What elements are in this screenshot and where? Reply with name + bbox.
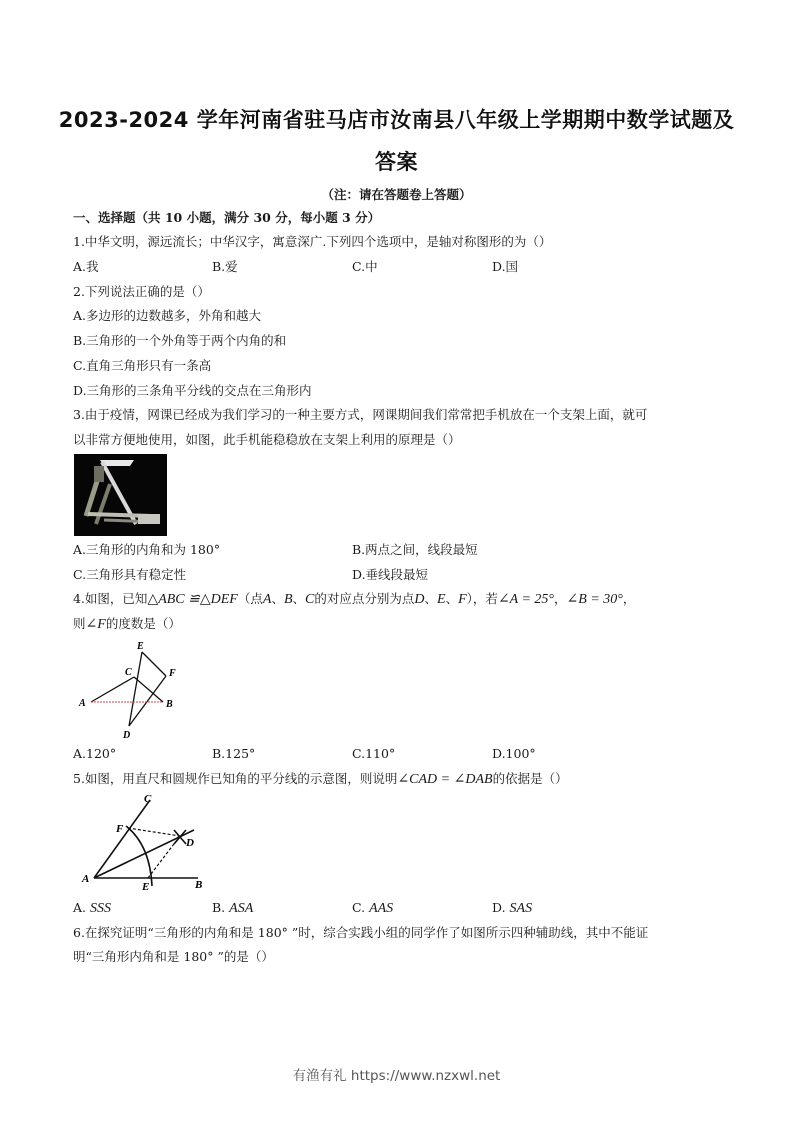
label-b: B bbox=[195, 879, 203, 891]
q2-option-a: A.多边形的边数越多，外角和越大 bbox=[73, 308, 262, 323]
document-title-line2: 答案 bbox=[375, 150, 418, 174]
q3-option-c: C.三角形具有稳定性 bbox=[73, 567, 187, 582]
math-aas: AAS bbox=[369, 901, 394, 916]
document-title-line1: 2023-2024 学年河南省驻马店市汝南县八年级上学期期中数学试题及 bbox=[58, 108, 735, 132]
footer-watermark: 有渔有礼 https://www.nzxwl.net bbox=[292, 1068, 501, 1084]
q5-option-b bbox=[212, 900, 253, 917]
q4-option-c: C.110° bbox=[352, 746, 396, 761]
text: 4.如图，已知 bbox=[73, 591, 148, 606]
text: A. bbox=[73, 900, 87, 915]
answer-note: （注：请在答题卷上答题） bbox=[321, 187, 472, 202]
text: （点 bbox=[237, 591, 263, 606]
text: 、 bbox=[424, 591, 438, 606]
text: C. bbox=[352, 900, 366, 915]
q1-option-d: D.国 bbox=[492, 259, 519, 274]
section-heading: 一、选择题（共 10 小题，满分 30 分，每小题 3 分） bbox=[73, 210, 381, 225]
label-f: F bbox=[169, 668, 176, 679]
q4-option-a: A.120° bbox=[73, 746, 117, 761]
math-d: D bbox=[414, 592, 425, 607]
q5-option-a bbox=[73, 900, 111, 917]
q1-stem: 1.中华文明，源远流长；中华汉字，寓意深广.下列四个选项中，是轴对称图形的为（） bbox=[73, 234, 552, 249]
q5-option-d bbox=[492, 900, 532, 917]
q2-option-c: C.直角三角形只有一条高 bbox=[73, 358, 212, 373]
label-e: E bbox=[137, 641, 144, 652]
text: 、 bbox=[292, 591, 306, 606]
q1-option-a: A.我 bbox=[73, 259, 99, 274]
phone-stand-photo bbox=[74, 454, 167, 536]
math-angle-f: ∠F bbox=[85, 617, 106, 632]
q2-option-d: D.三角形的三条角平分线的交点在三角形内 bbox=[73, 383, 312, 398]
q4-stem-line1 bbox=[73, 591, 635, 608]
text: 、 bbox=[271, 591, 284, 606]
math-congruence: △ABC ≌△DEF bbox=[147, 592, 238, 607]
q2-option-b: B.三角形的一个外角等于两个内角的和 bbox=[73, 333, 287, 348]
q5-bisector-figure bbox=[78, 790, 218, 892]
q2-stem: 2.下列说法正确的是（） bbox=[73, 284, 210, 299]
label-d: D bbox=[123, 730, 131, 740]
label-f: F bbox=[116, 823, 124, 835]
math-a: A bbox=[262, 592, 272, 607]
label-c: C bbox=[144, 793, 152, 805]
label-e: E bbox=[142, 881, 150, 892]
q1-option-b: B.爱 bbox=[212, 259, 238, 274]
q3-stem-line1: 3.由于疫情，网课已经成为我们学习的一种主要方式，网课期间我们常常把手机放在一个支架上面，就可 bbox=[73, 407, 648, 422]
q3-option-b: B.两点之间，线段最短 bbox=[352, 542, 478, 557]
math-angle-a: ∠A = 25° bbox=[497, 592, 555, 607]
math-sas: SAS bbox=[509, 901, 533, 916]
q6-stem-line2: 明“三角形内角和是 180° ”的是（） bbox=[73, 949, 274, 964]
q4-option-d: D.100° bbox=[492, 746, 536, 761]
math-angle-b: ∠B = 30° bbox=[566, 592, 623, 607]
q3-stem-line2: 以非常方便地使用，如图，此手机能稳稳放在支架上利用的原理是（） bbox=[73, 432, 461, 447]
text: D. bbox=[492, 900, 506, 915]
label-c: C bbox=[125, 667, 132, 678]
math-e: E bbox=[437, 592, 446, 607]
label-a: A bbox=[82, 873, 90, 885]
math-c: C bbox=[305, 592, 315, 607]
text: 的对应点分别为点 bbox=[314, 591, 415, 606]
q1-option-c: C.中 bbox=[352, 259, 378, 274]
text: B. bbox=[212, 900, 226, 915]
text: 则 bbox=[73, 616, 86, 631]
math-f: F bbox=[458, 592, 467, 607]
text: ， bbox=[622, 591, 636, 606]
q5-option-c bbox=[352, 900, 393, 917]
q5-stem bbox=[73, 771, 568, 788]
label-a: A bbox=[79, 698, 86, 709]
text: 的依据是（） bbox=[492, 771, 568, 786]
q6-stem-line1: 6.在探究证明“三角形的内角和是 180° ”时，综合实践小组的同学作了如图所示四种辅助线，其中不能证 bbox=[73, 925, 649, 940]
q4-stem-line2 bbox=[73, 616, 181, 633]
q3-option-a: A.三角形的内角和为 180° bbox=[73, 542, 221, 557]
text: 、 bbox=[445, 591, 459, 606]
text: ），若 bbox=[466, 591, 498, 606]
math-sss: SSS bbox=[90, 901, 111, 916]
q4-option-b: B.125° bbox=[212, 746, 256, 761]
q3-option-d: D.垂线段最短 bbox=[352, 567, 429, 582]
label-b: B bbox=[166, 699, 173, 710]
text: 的度数是（） bbox=[105, 616, 181, 631]
q4-triangle-figure bbox=[76, 638, 186, 740]
math-b: B bbox=[283, 592, 293, 607]
math-asa: ASA bbox=[229, 901, 254, 916]
math-angle-equality: ∠CAD = ∠DAB bbox=[397, 772, 493, 787]
text: ， bbox=[554, 591, 567, 606]
text: 5.如图，用直尺和圆规作已知角的平分线的示意图，则说明 bbox=[73, 771, 398, 786]
label-d: D bbox=[186, 837, 194, 849]
